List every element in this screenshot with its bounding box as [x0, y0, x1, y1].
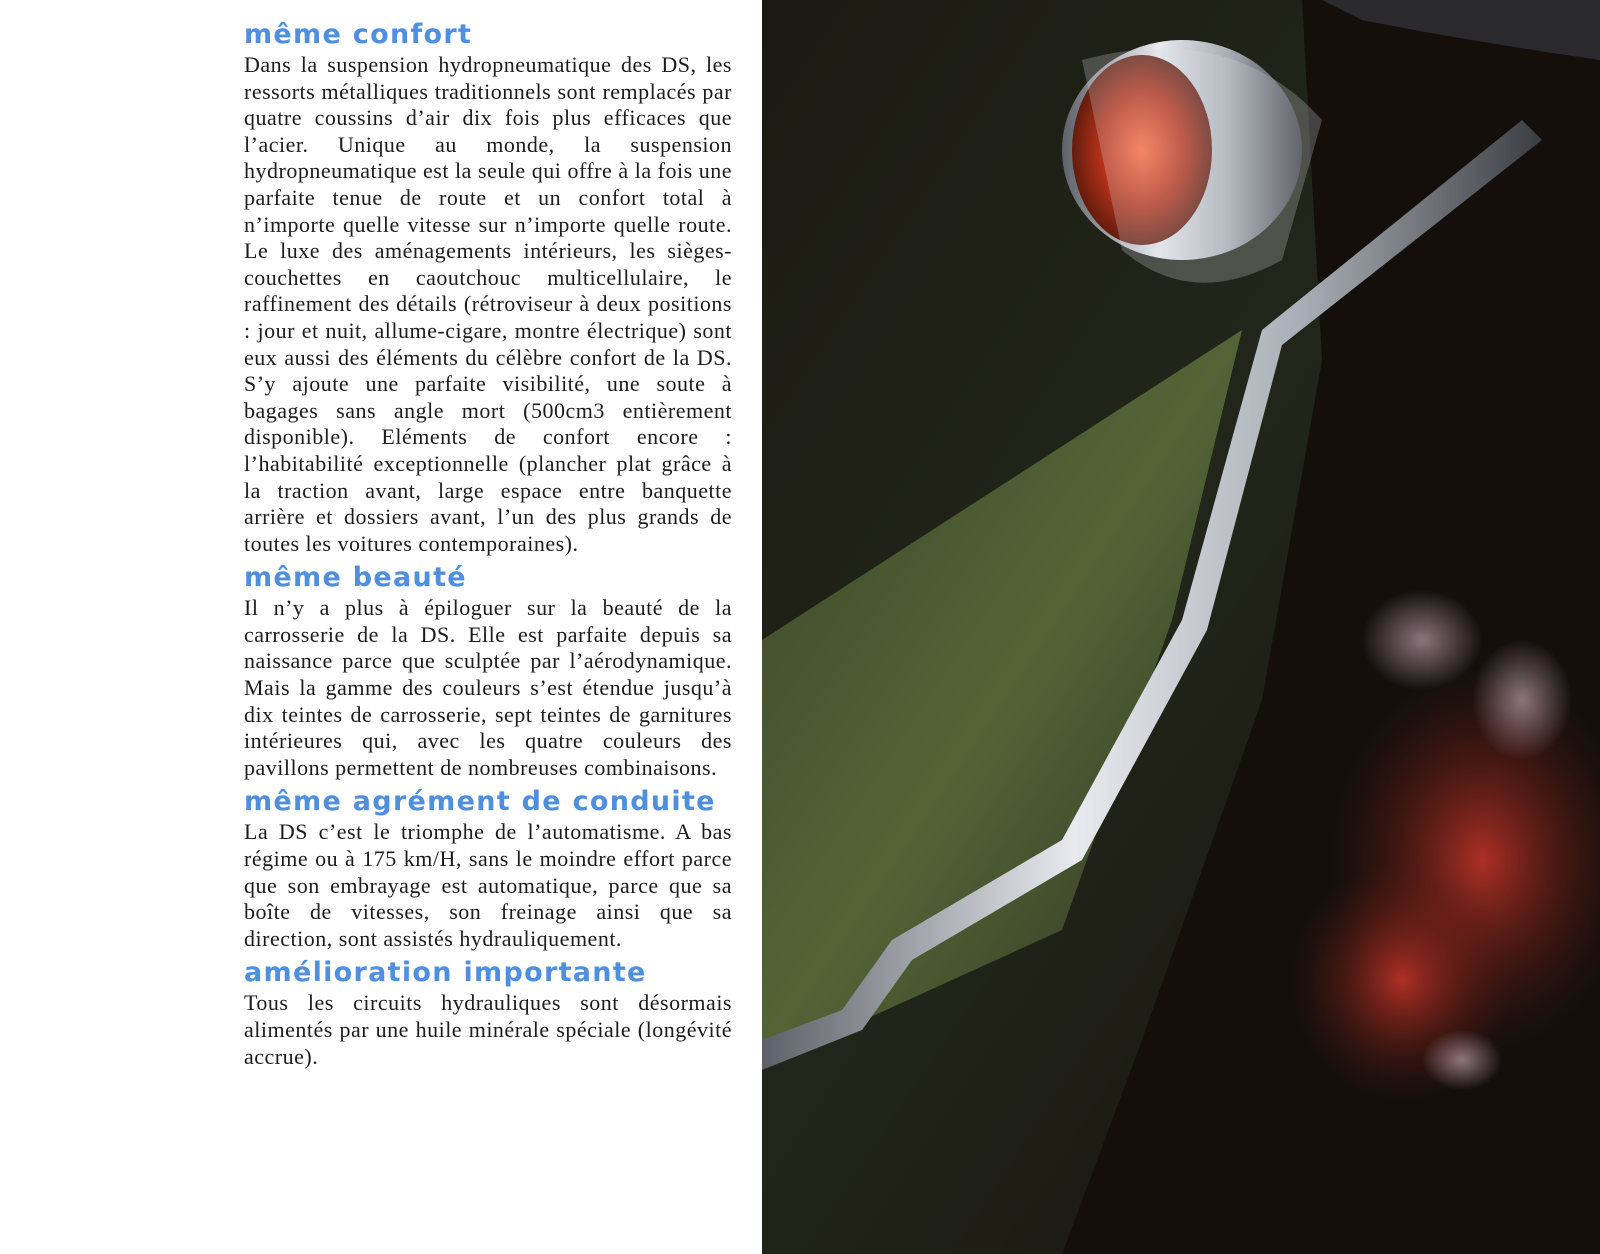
- section-body: Il n’y a plus à épiloguer sur la beauté de la carrosserie de la DS. Elle est parfaite depuis sa naissance parce que sculptée par l’aérodynamique. Mais la gamme des couleurs s’est étendue jusqu’à dix teintes de carrosserie, sept teintes de garnitures intérieures qui, avec les quatre couleurs des pavillons permettent de nombreuses combinaisons.: [244, 595, 732, 780]
- section-body: La DS c’est le triomphe de l’automatisme. A bas régime ou à 175 km/H, sans le moindre effort parce que son embrayage est automatique, parce que sa boîte de vitesses, son freinage ainsi que sa direction, sont assistés hydrauliquement.: [244, 819, 732, 951]
- section-amelioration: [244, 956, 732, 1070]
- section-title: même confort: [244, 19, 473, 50]
- text-column: [244, 18, 732, 1074]
- section-title: même agrément de conduite: [244, 786, 716, 818]
- section-agrement-conduite: [244, 785, 732, 952]
- section-meme-beaute: [244, 561, 732, 781]
- section-meme-confort: [244, 18, 732, 557]
- photo-illustration: [762, 0, 1600, 1254]
- section-title: même beauté: [244, 562, 467, 594]
- section-body: Tous les circuits hydrauliques sont désormais alimentés par une huile minérale spéciale (longévité accrue).: [244, 990, 732, 1069]
- section-title: amélioration importante: [244, 957, 647, 989]
- car-rear-light-photo: [762, 0, 1600, 1254]
- section-body: Dans la suspension hydropneumatique des DS, les ressorts métalliques traditionnels sont remplacés par quatre coussins d’air dix fois plus efficaces que l’acier. Unique au monde, la suspension hydropneumatique est la seule qui offre à la fois une parfaite tenue de route et un confort total à n’importe quelle vitesse sur n’importe quelle route. Le luxe des aménagements intérieurs, les sièges-couchettes en caoutchouc multicellulaire, le raffinement des détails (rétroviseur à deux positions : jour et nuit, allume-cigare, montre électrique) sont eux aussi des éléments du célèbre confort de la DS. S’y ajoute une parfaite visibilité, une soute à bagages sans angle mort (500cm3 entièrement disponible). Eléments de confort encore : l’habitabilité exceptionnelle (plancher plat grâce à la traction avant, large espace entre banquette arrière et dossiers avant, l’un des plus grands de toutes les voitures contemporaines).: [244, 52, 732, 556]
